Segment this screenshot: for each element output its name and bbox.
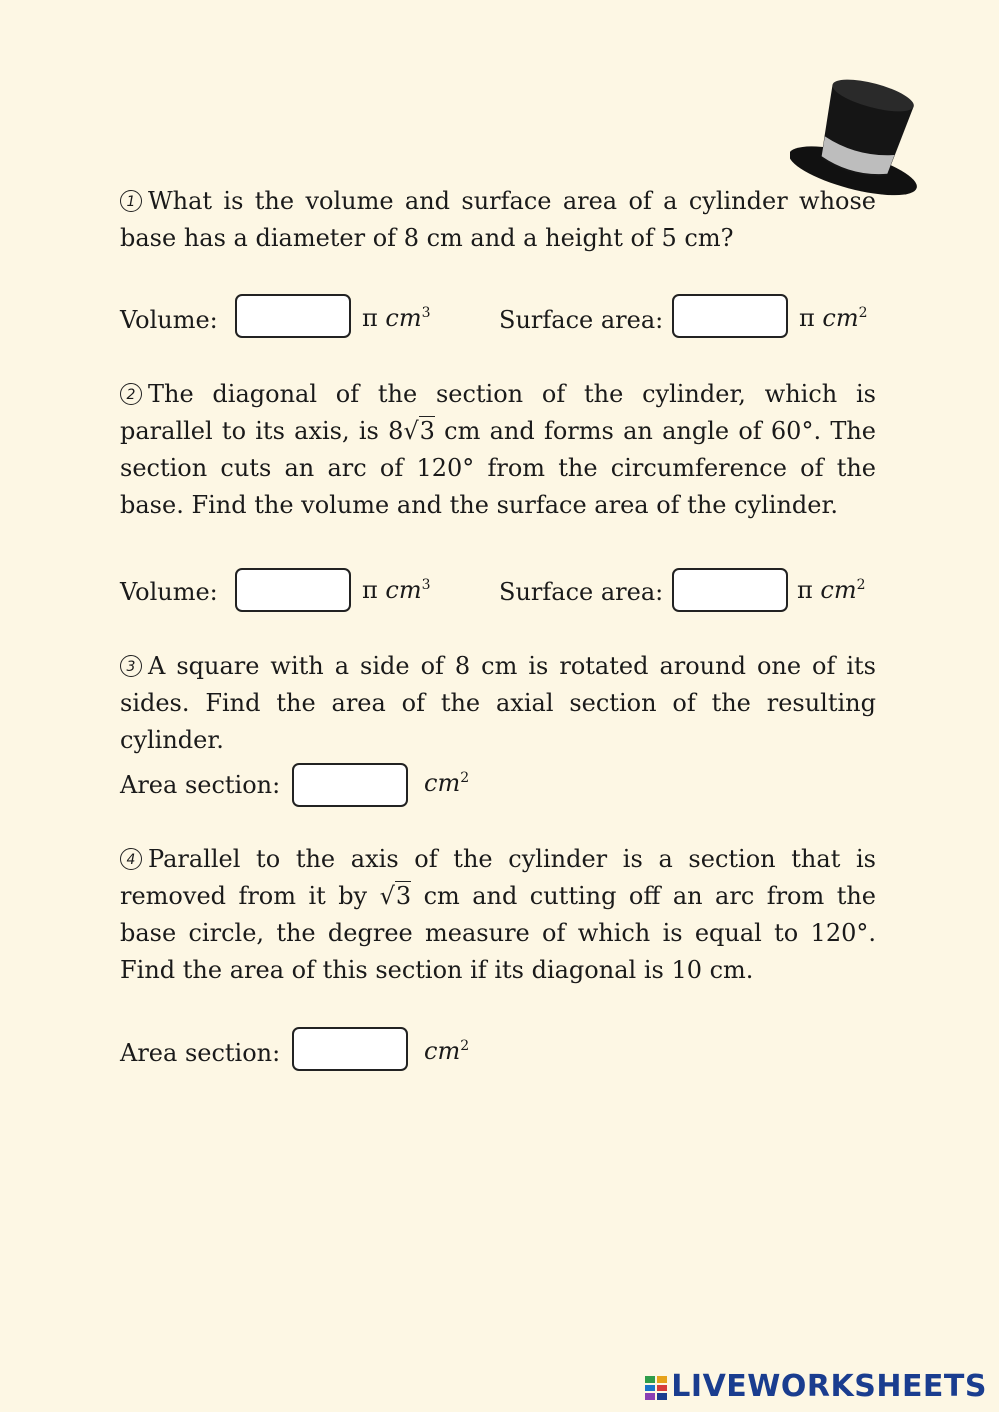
q4-area-unit: $cm^2$ (424, 1037, 470, 1065)
question-4-answer-row (120, 1028, 280, 1078)
volume-label: Volume: (120, 306, 218, 334)
volume-label: Volume: (120, 578, 218, 606)
question-3-text (120, 648, 876, 759)
question-2-answer-row (120, 567, 218, 617)
liveworksheets-brand-text: LIVEWORKSHEETS (671, 1369, 987, 1404)
question-3-body: A square with a side of 8 cm is rotated around one of its sides. Find the area of the axial section of the resulting cylinder. (120, 652, 876, 754)
q2-surface-unit: π $cm^2$ (797, 576, 866, 604)
question-number-4: 4 (120, 848, 142, 870)
surface-area-label: Surface area: (499, 306, 664, 334)
q3-area-unit: $cm^2$ (424, 769, 470, 797)
liveworksheets-logo (645, 1369, 987, 1404)
q3-area-input[interactable] (292, 763, 408, 807)
surface-area-label: Surface area: (499, 578, 664, 606)
question-1-text (120, 183, 876, 257)
q2-volume-input[interactable] (235, 568, 351, 612)
question-number-1: 1 (120, 190, 142, 212)
question-2-text: 2 The diagonal of the section of the cylinder, which is parallel to its axis, is 8√3 cm and forms an angle of 60°. The section cuts an arc of 120° from the circumference of the base. Find the volume and the surface area of the cylinder. (120, 380, 876, 519)
area-section-label: Area section: (120, 771, 281, 799)
q1-volume-input[interactable] (235, 294, 351, 338)
q1-surface-row (499, 295, 663, 345)
q2-surface-row (499, 567, 663, 617)
q1-surface-unit: π $cm^2$ (799, 304, 868, 332)
q4-area-input[interactable] (292, 1027, 408, 1071)
q1-volume-unit: π $cm^3$ (362, 304, 431, 332)
question-1-answer-row (120, 295, 218, 345)
question-number-3: 3 (120, 655, 142, 677)
liveworksheets-logo-icon (645, 1376, 667, 1400)
area-section-label: Area section: (120, 1039, 281, 1067)
question-3-answer-row (120, 760, 280, 810)
question-number-2: 2 (120, 383, 142, 405)
q2-surface-input[interactable] (672, 568, 788, 612)
question-4-text: 4 Parallel to the axis of the cylinder is a section that is removed from it by √3 cm and cutting off an arc from the base circle, the degree measure of which is equal to 120°. Find the area of this section if its diagonal is 10 cm. (120, 845, 876, 984)
question-1-body: What is the volume and surface area of a cylinder whose base has a diameter of 8 cm and a height of 5 cm? (120, 187, 876, 252)
q1-surface-input[interactable] (672, 294, 788, 338)
q2-volume-unit: π $cm^3$ (362, 576, 431, 604)
